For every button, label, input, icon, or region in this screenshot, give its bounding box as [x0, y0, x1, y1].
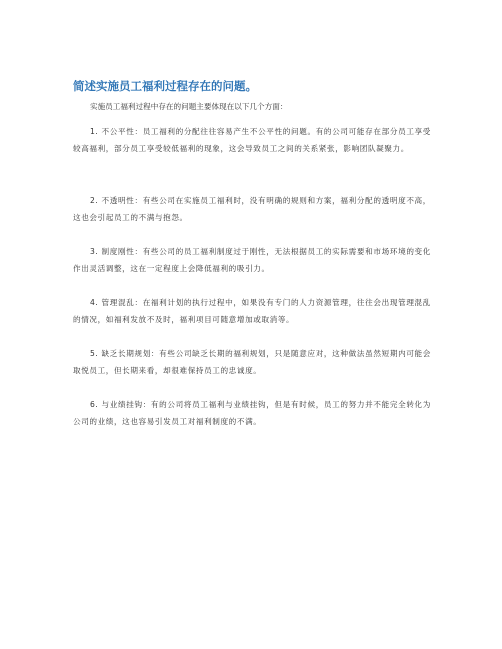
intro-text: 实施员工福利过程中存在的问题主要体现在以下几个方面： — [90, 102, 288, 111]
document-title: 简述实施员工福利过程存在的问题。 — [73, 79, 257, 93]
paragraph-rigidity: 3. 制度刚性：有些公司的员工福利制度过于刚性，无法根据员工的实际需要和市场环境的变化作出灵活调整，这在一定程度上会降低福利的吸引力。 — [73, 247, 431, 273]
paragraph-opacity: 2. 不透明性：有些公司在实施员工福利时，没有明确的规则和方案，福利分配的透明度不高，这也会引起员工的不满与抱怨。 — [73, 196, 431, 222]
paragraph-management-chaos: 4. 管理混乱：在福利计划的执行过程中，如果没有专门的人力资源管理，往往会出现管理混乱的情况，如福利发放不及时，福利项目可随意增加或取消等。 — [73, 298, 431, 324]
paragraph-performance-link: 6. 与业绩挂钩：有的公司将员工福利与业绩挂钩，但是有时候，员工的努力并不能完全转化为公司的业绩，这也容易引发员工对福利制度的不满。 — [73, 400, 431, 426]
paragraph-unfairness: 1. 不公平性：员工福利的分配往往容易产生不公平性的问题。有的公司可能存在部分员工享受较高福利，部分员工享受较低福利的现象，这会导致员工之间的关系紧张，影响团队凝聚力。 — [73, 127, 431, 153]
paragraph-no-long-term-plan: 5. 缺乏长期规划：有些公司缺乏长期的福利规划，只是随意应对，这种做法虽然短期内可能会取悦员工，但长期来看，却很难保持员工的忠诚度。 — [73, 349, 431, 375]
